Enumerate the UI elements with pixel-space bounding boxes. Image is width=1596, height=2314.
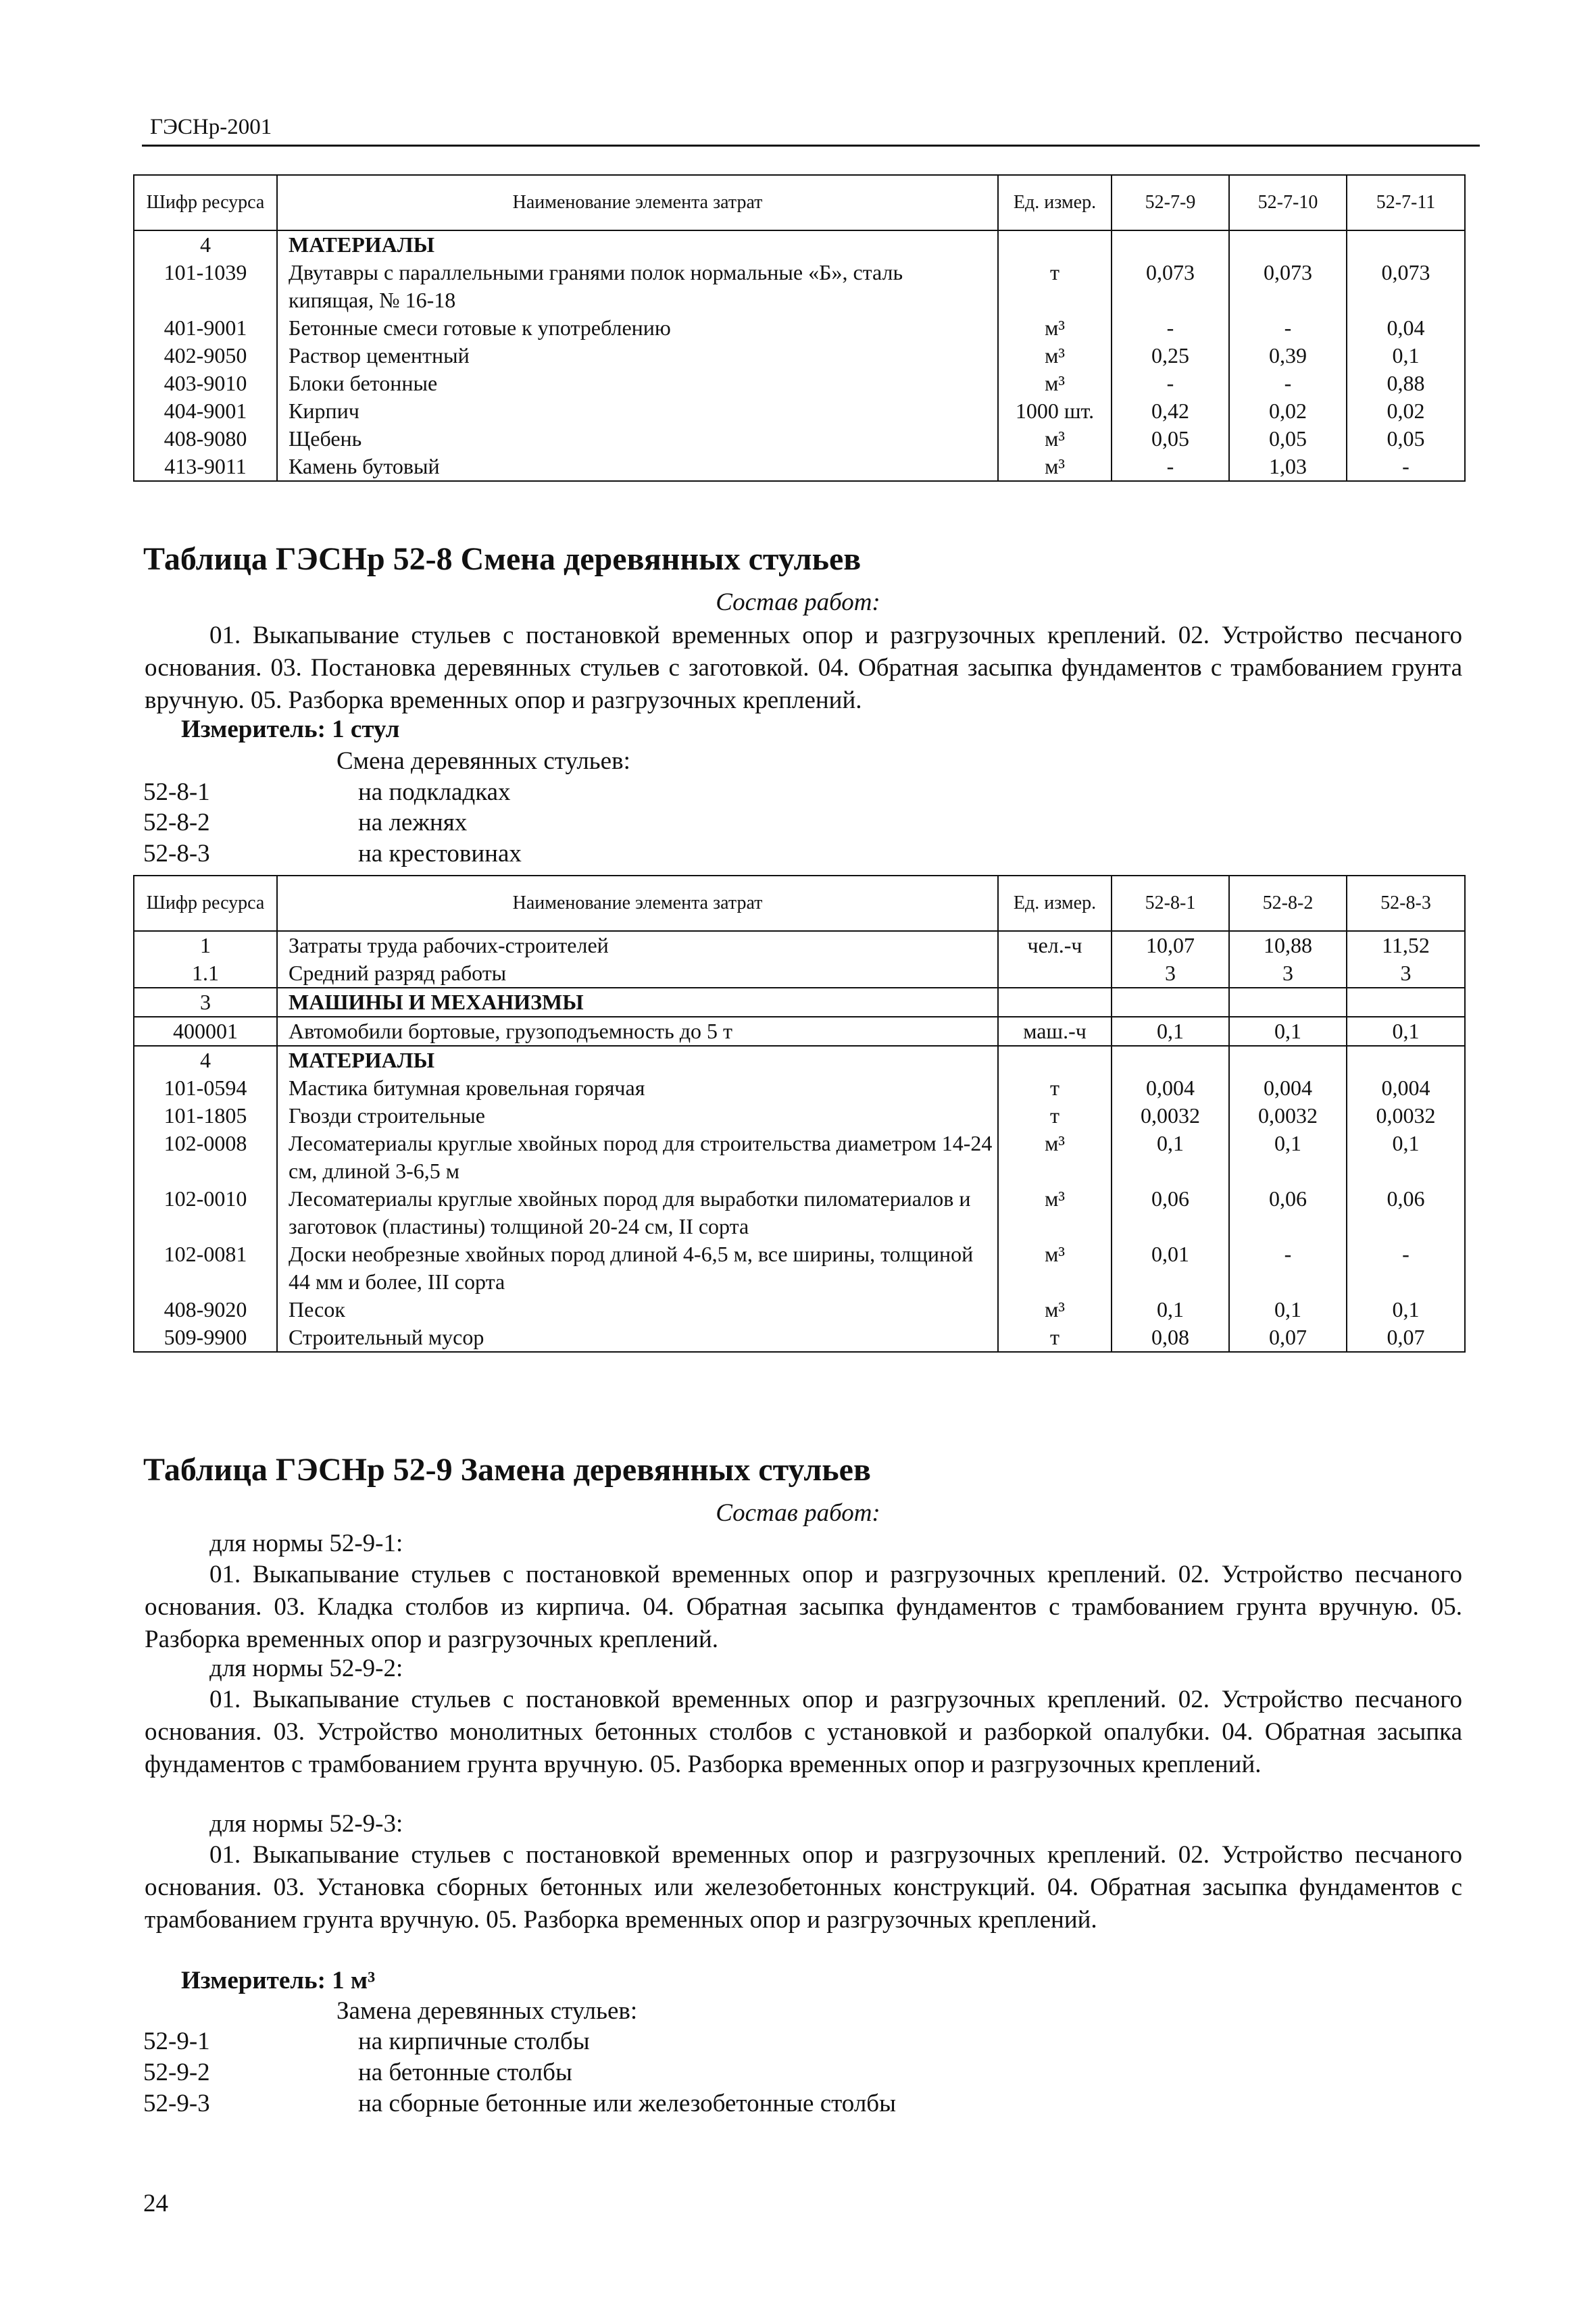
cell-name: Кирпич (277, 397, 998, 425)
norm-list-heading: Смена деревянных стульев: (336, 747, 630, 775)
cell-value: 0,004 (1229, 1074, 1347, 1102)
cell-unit: т (998, 1102, 1112, 1130)
cell-name: Раствор цементный (277, 342, 998, 370)
col-header-norm-2: 52-8-2 (1229, 876, 1347, 931)
cell-value: - (1229, 314, 1347, 342)
cell-value: - (1229, 370, 1347, 397)
composition-label: Состав работ: (716, 1499, 880, 1527)
cell-value: 0,073 (1347, 259, 1465, 314)
cell-value: 0,1 (1112, 1017, 1229, 1046)
cell-value: 0,1 (1229, 1296, 1347, 1324)
table-row (134, 370, 1465, 397)
table-row (134, 1046, 1465, 1074)
cell-value: 0,0032 (1229, 1102, 1347, 1130)
cell-value: 0,0032 (1347, 1102, 1465, 1130)
cell-value: 0,073 (1112, 259, 1229, 314)
col-header-norm-2: 52-7-10 (1229, 175, 1347, 230)
cell-code: 400001 (134, 1017, 277, 1046)
composition-label: Состав работ: (716, 588, 880, 616)
cell-name: МАТЕРИАЛЫ (277, 230, 998, 259)
table-row (134, 959, 1465, 988)
cell-value: 0,1 (1229, 1017, 1347, 1046)
norm-list-heading: Замена деревянных стульев: (336, 1997, 638, 2025)
cell-unit: м³ (998, 1296, 1112, 1324)
cell-value: 3 (1347, 959, 1465, 988)
cell-value: 10,88 (1229, 931, 1347, 959)
cell-value: - (1347, 1240, 1465, 1296)
section-title-52-8: Таблица ГЭСНр 52-8 Смена деревянных стульев (143, 541, 862, 577)
cell-code: 4 (134, 1046, 277, 1074)
cell-unit: м³ (998, 1240, 1112, 1296)
cell-code: 101-1039 (134, 259, 277, 314)
cell-value: 0,004 (1347, 1074, 1465, 1102)
norm-code: 52-8-2 (143, 809, 210, 836)
cell-code: 413-9011 (134, 453, 277, 481)
cell-code: 101-1805 (134, 1102, 277, 1130)
cell-code: 102-0010 (134, 1185, 277, 1240)
cell-unit: м³ (998, 1185, 1112, 1240)
cell-name: Автомобили бортовые, грузоподъемность до 5 т (277, 1017, 998, 1046)
cell-code: 3 (134, 988, 277, 1017)
norm-code: 52-9-3 (143, 2090, 210, 2117)
table-row (134, 931, 1465, 959)
cell-value: 0,05 (1112, 425, 1229, 453)
cell-unit: т (998, 259, 1112, 314)
cell-name: Средний разряд работы (277, 959, 998, 988)
cell-code: 408-9020 (134, 1296, 277, 1324)
cell-code: 403-9010 (134, 370, 277, 397)
work-composition-text: 01. Выкапывание стульев с постановкой временных опор и разгрузочных креплений. 02. Устройство песчаного основания. 03. Постановка деревянных стульев с заготовкой. 04. Обратная засыпка фундаментов с трамбованием грунта вручную. 05. Разборка временных опор и разгрузочных креплений. (145, 622, 1462, 714)
norm-code: 52-9-1 (143, 2028, 210, 2055)
col-header-code: Шифр ресурса (134, 175, 277, 230)
table-row (134, 988, 1465, 1017)
cell-value: 0,08 (1112, 1324, 1229, 1352)
cell-name: Камень бутовый (277, 453, 998, 481)
cell-code: 408-9080 (134, 425, 277, 453)
norm-code: 52-8-1 (143, 778, 210, 806)
cell-code: 102-0008 (134, 1130, 277, 1185)
cell-value (1229, 230, 1347, 259)
table-row (134, 1017, 1465, 1046)
col-header-unit: Ед. измер. (998, 876, 1112, 931)
cell-value (1112, 1046, 1229, 1074)
cell-value: 0,42 (1112, 397, 1229, 425)
cell-value: - (1347, 453, 1465, 481)
norm-description: на лежнях (358, 809, 468, 836)
cell-code: 102-0081 (134, 1240, 277, 1296)
cell-unit: маш.-ч (998, 1017, 1112, 1046)
cell-name: Бетонные смеси готовые к употреблению (277, 314, 998, 342)
page-header: ГЭСНр-2001 (150, 115, 272, 139)
cell-value: - (1112, 453, 1229, 481)
cell-unit: м³ (998, 425, 1112, 453)
resource-table-52-7 (133, 174, 1466, 482)
cell-value: 0,1 (1112, 1296, 1229, 1324)
table-row (134, 1185, 1465, 1240)
cell-code: 4 (134, 230, 277, 259)
cell-value: - (1229, 1240, 1347, 1296)
cell-value: 0,1 (1347, 1017, 1465, 1046)
table-row (134, 425, 1465, 453)
cell-code: 1 (134, 931, 277, 959)
cell-unit (998, 988, 1112, 1017)
table-row (134, 1102, 1465, 1130)
cell-unit: м³ (998, 314, 1112, 342)
cell-value: 0,1 (1347, 1296, 1465, 1324)
cell-value: 0,88 (1347, 370, 1465, 397)
col-header-norm-1: 52-7-9 (1112, 175, 1229, 230)
page-number: 24 (143, 2190, 168, 2217)
col-header-norm-3: 52-8-3 (1347, 876, 1465, 931)
cell-unit: чел.-ч (998, 931, 1112, 959)
col-header-norm-3: 52-7-11 (1347, 175, 1465, 230)
cell-value: 0,004 (1112, 1074, 1229, 1102)
cell-value: 0,02 (1229, 397, 1347, 425)
cell-name: Двутавры с параллельными гранями полок нормальные «Б», сталь кипящая, № 16-18 (277, 259, 998, 314)
table-row (134, 259, 1465, 314)
cell-name: Доски необрезные хвойных пород длиной 4-6,5 м, все ширины, толщиной 44 мм и более, III сорта (277, 1240, 998, 1296)
cell-code: 509-9900 (134, 1324, 277, 1352)
section-title-52-9: Таблица ГЭСНр 52-9 Замена деревянных стульев (143, 1452, 871, 1488)
cell-code: 401-9001 (134, 314, 277, 342)
cell-unit: т (998, 1324, 1112, 1352)
cell-value (1347, 230, 1465, 259)
cell-name: Песок (277, 1296, 998, 1324)
cell-value: 0,05 (1229, 425, 1347, 453)
col-header-norm-1: 52-8-1 (1112, 876, 1229, 931)
cell-unit (998, 230, 1112, 259)
work-composition-text: 01. Выкапывание стульев с постановкой временных опор и разгрузочных креплений. 02. Устройство песчаного основания. 03. Кладка столбов из кирпича. 04. Обратная засыпка фундаментов с трамбованием грунта вручную. 05. Разборка временных опор и разгрузочных креплений. (145, 1561, 1462, 1653)
work-composition-text: 01. Выкапывание стульев с постановкой временных опор и разгрузочных креплений. 02. Устройство песчаного основания. 03. Устройство монолитных бетонных столбов с установкой и разборкой опалубки. 04. Обратная засыпка фундаментов с трамбованием грунта вручную. 05. Разборка временных опор и разгрузочных креплений. (145, 1686, 1462, 1778)
cell-unit: т (998, 1074, 1112, 1102)
cell-value: 3 (1112, 959, 1229, 988)
cell-value: 0,06 (1347, 1185, 1465, 1240)
cell-value: 0,07 (1347, 1324, 1465, 1352)
cell-unit: 1000 шт. (998, 397, 1112, 425)
cell-value: - (1112, 314, 1229, 342)
cell-value: 0,01 (1112, 1240, 1229, 1296)
cell-value: 0,39 (1229, 342, 1347, 370)
table-row (134, 1324, 1465, 1352)
cell-name: Щебень (277, 425, 998, 453)
cell-value: 10,07 (1112, 931, 1229, 959)
cell-value: 0,1 (1112, 1130, 1229, 1185)
cell-value: 0,05 (1347, 425, 1465, 453)
cell-value: 1,03 (1229, 453, 1347, 481)
cell-value: 0,1 (1347, 342, 1465, 370)
cell-code: 1.1 (134, 959, 277, 988)
cell-value: 0,07 (1229, 1324, 1347, 1352)
cell-value: 0,25 (1112, 342, 1229, 370)
resource-table-52-8 (133, 875, 1466, 1353)
cell-name: Мастика битумная кровельная горячая (277, 1074, 998, 1102)
table-row (134, 314, 1465, 342)
table-row (134, 230, 1465, 259)
norm-description: на бетонные столбы (358, 2059, 572, 2086)
norm-code: 52-8-3 (143, 840, 210, 867)
norm-scope-label: для нормы 52-9-1: (209, 1530, 403, 1557)
cell-value: 0,073 (1229, 259, 1347, 314)
cell-value: 0,1 (1229, 1130, 1347, 1185)
cell-name: Лесоматериалы круглые хвойных пород для строительства диаметром 14-24 см, длиной 3-6,5 м (277, 1130, 998, 1185)
cell-value: 0,04 (1347, 314, 1465, 342)
cell-value (1229, 1046, 1347, 1074)
table-row (134, 397, 1465, 425)
norm-description: на сборные бетонные или железобетонные столбы (358, 2090, 896, 2117)
cell-value (1229, 988, 1347, 1017)
cell-name: Гвозди строительные (277, 1102, 998, 1130)
col-header-name: Наименование элемента затрат (277, 876, 998, 931)
work-composition-text: 01. Выкапывание стульев с постановкой временных опор и разгрузочных креплений. 02. Устройство песчаного основания. 03. Установка сборных бетонных или железобетонных конструкций. 04. Обратная засыпка фундаментов с трамбованием грунта вручную. 05. Разборка временных опор и разгрузочных креплений. (145, 1841, 1462, 1934)
cell-value: 0,02 (1347, 397, 1465, 425)
cell-unit: м³ (998, 370, 1112, 397)
table-row (134, 342, 1465, 370)
norm-description: на кирпичные столбы (358, 2028, 590, 2055)
table-row (134, 453, 1465, 481)
norm-code: 52-9-2 (143, 2059, 210, 2086)
cell-value (1112, 230, 1229, 259)
table-row (134, 1130, 1465, 1185)
cell-value (1347, 1046, 1465, 1074)
norm-scope-label: для нормы 52-9-2: (209, 1655, 403, 1682)
norm-description: на подкладках (358, 778, 511, 806)
cell-value: 11,52 (1347, 931, 1465, 959)
cell-value: 3 (1229, 959, 1347, 988)
cell-name: МАТЕРИАЛЫ (277, 1046, 998, 1074)
col-header-unit: Ед. измер. (998, 175, 1112, 230)
cell-name: Лесоматериалы круглые хвойных пород для выработки пиломатериалов и заготовок (пластины) толщиной 20-24 см, II сорта (277, 1185, 998, 1240)
cell-value: - (1112, 370, 1229, 397)
cell-unit: м³ (998, 1130, 1112, 1185)
cell-unit (998, 959, 1112, 988)
col-header-name: Наименование элемента затрат (277, 175, 998, 230)
col-header-code: Шифр ресурса (134, 876, 277, 931)
cell-unit (998, 1046, 1112, 1074)
cell-code: 402-9050 (134, 342, 277, 370)
cell-unit: м³ (998, 453, 1112, 481)
cell-value: 0,06 (1229, 1185, 1347, 1240)
cell-name: МАШИНЫ И МЕХАНИЗМЫ (277, 988, 998, 1017)
cell-code: 404-9001 (134, 397, 277, 425)
cell-name: Блоки бетонные (277, 370, 998, 397)
norm-description: на крестовинах (358, 840, 522, 867)
cell-value (1112, 988, 1229, 1017)
table-row (134, 1240, 1465, 1296)
cell-name: Затраты труда рабочих-строителей (277, 931, 998, 959)
norm-scope-label: для нормы 52-9-3: (209, 1810, 403, 1838)
cell-value: 0,0032 (1112, 1102, 1229, 1130)
cell-value (1347, 988, 1465, 1017)
table-row (134, 1074, 1465, 1102)
header-rule (142, 145, 1480, 147)
cell-unit: м³ (998, 342, 1112, 370)
cell-name: Строительный мусор (277, 1324, 998, 1352)
cell-value: 0,06 (1112, 1185, 1229, 1240)
cell-value: 0,1 (1347, 1130, 1465, 1185)
measure-unit: Измеритель: 1 стул (181, 715, 400, 743)
cell-code: 101-0594 (134, 1074, 277, 1102)
table-row (134, 1296, 1465, 1324)
measure-unit: Измеритель: 1 м³ (181, 1967, 376, 1994)
